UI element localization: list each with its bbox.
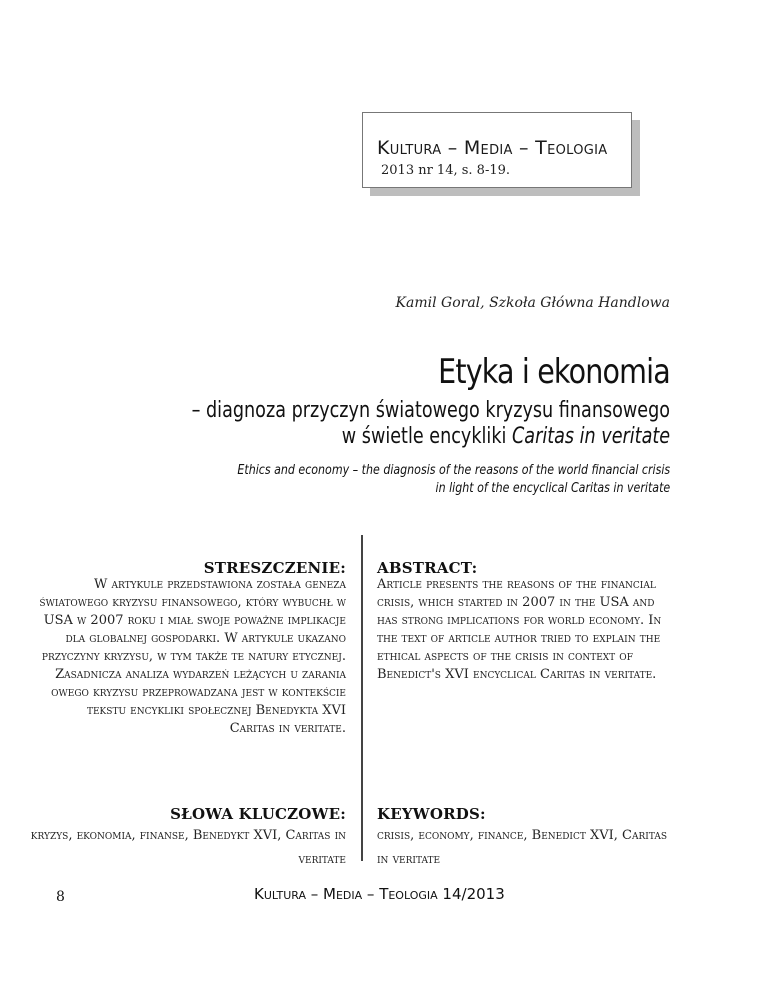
english-title-line-2: in light of the encyclical Caritas in veritate bbox=[435, 481, 670, 496]
subtitle-line-1: – diagnoza przyczyn światowego kryzysu finansowego bbox=[191, 398, 670, 423]
journal-header-box bbox=[362, 112, 632, 188]
footer-journal-issue: Kultura – Media – Teologia 14/2013 bbox=[254, 885, 505, 903]
page-number: 8 bbox=[56, 889, 65, 905]
slowa-kluczowe-heading: SŁOWA KLUCZOWE: bbox=[170, 805, 346, 823]
author-affiliation: Kamil Goral, Szkoła Główna Handlowa bbox=[395, 295, 670, 311]
abstract-heading: ABSTRACT: bbox=[377, 559, 478, 577]
journal-issue: 2013 nr 14, s. 8-19. bbox=[381, 163, 511, 178]
streszczenie-text: W artykule przedstawiona została geneza światowego kryzysu finansowego, który wybuchł w USA w 2007 roku i miał swoje poważne implikacje dla globalnej gospodarki. W artykule ukazano przyczyny kryzysu, w tym także te natury etycznej. Zasadnicza analiza wydarzeń leżących u zarania owego kryzysu przeprowadzana jest w kontekście tekstu encykliki społecznej Benedykta XVI Caritas in veritate. bbox=[39, 577, 346, 736]
english-title bbox=[237, 462, 670, 498]
article-title: Etyka i ekonomia bbox=[438, 352, 670, 392]
keywords-heading: KEYWORDS: bbox=[377, 805, 486, 823]
abstract-text: Article presents the reasons of the financial crisis, which started in 2007 in the USA and has strong implications for world economy. In the text of article author tried to explain the ethical aspects of the crisis in context of Benedict's XVI encyclical Caritas in veritate. bbox=[377, 577, 662, 682]
column-divider bbox=[361, 535, 363, 861]
keywords-text: crisis, economy, finance, Benedict XVI, Caritas in veritate bbox=[377, 828, 668, 867]
subtitle-line-2 bbox=[192, 424, 670, 450]
article-subtitle bbox=[192, 398, 670, 450]
subtitle-line-2-text: w świetle encykliki bbox=[341, 424, 512, 449]
subtitle-encyclical-name: Caritas in veritate bbox=[511, 424, 670, 449]
journal-title: Kultura – Media – Teologia bbox=[377, 137, 608, 159]
slowa-kluczowe-text: kryzys, ekonomia, finanse, Benedykt XVI, Caritas in veritate bbox=[30, 828, 346, 867]
streszczenie-heading: STRESZCZENIE: bbox=[203, 559, 346, 577]
english-title-line-1: Ethics and economy – the diagnosis of the reasons of the world financial crisis bbox=[237, 463, 670, 478]
